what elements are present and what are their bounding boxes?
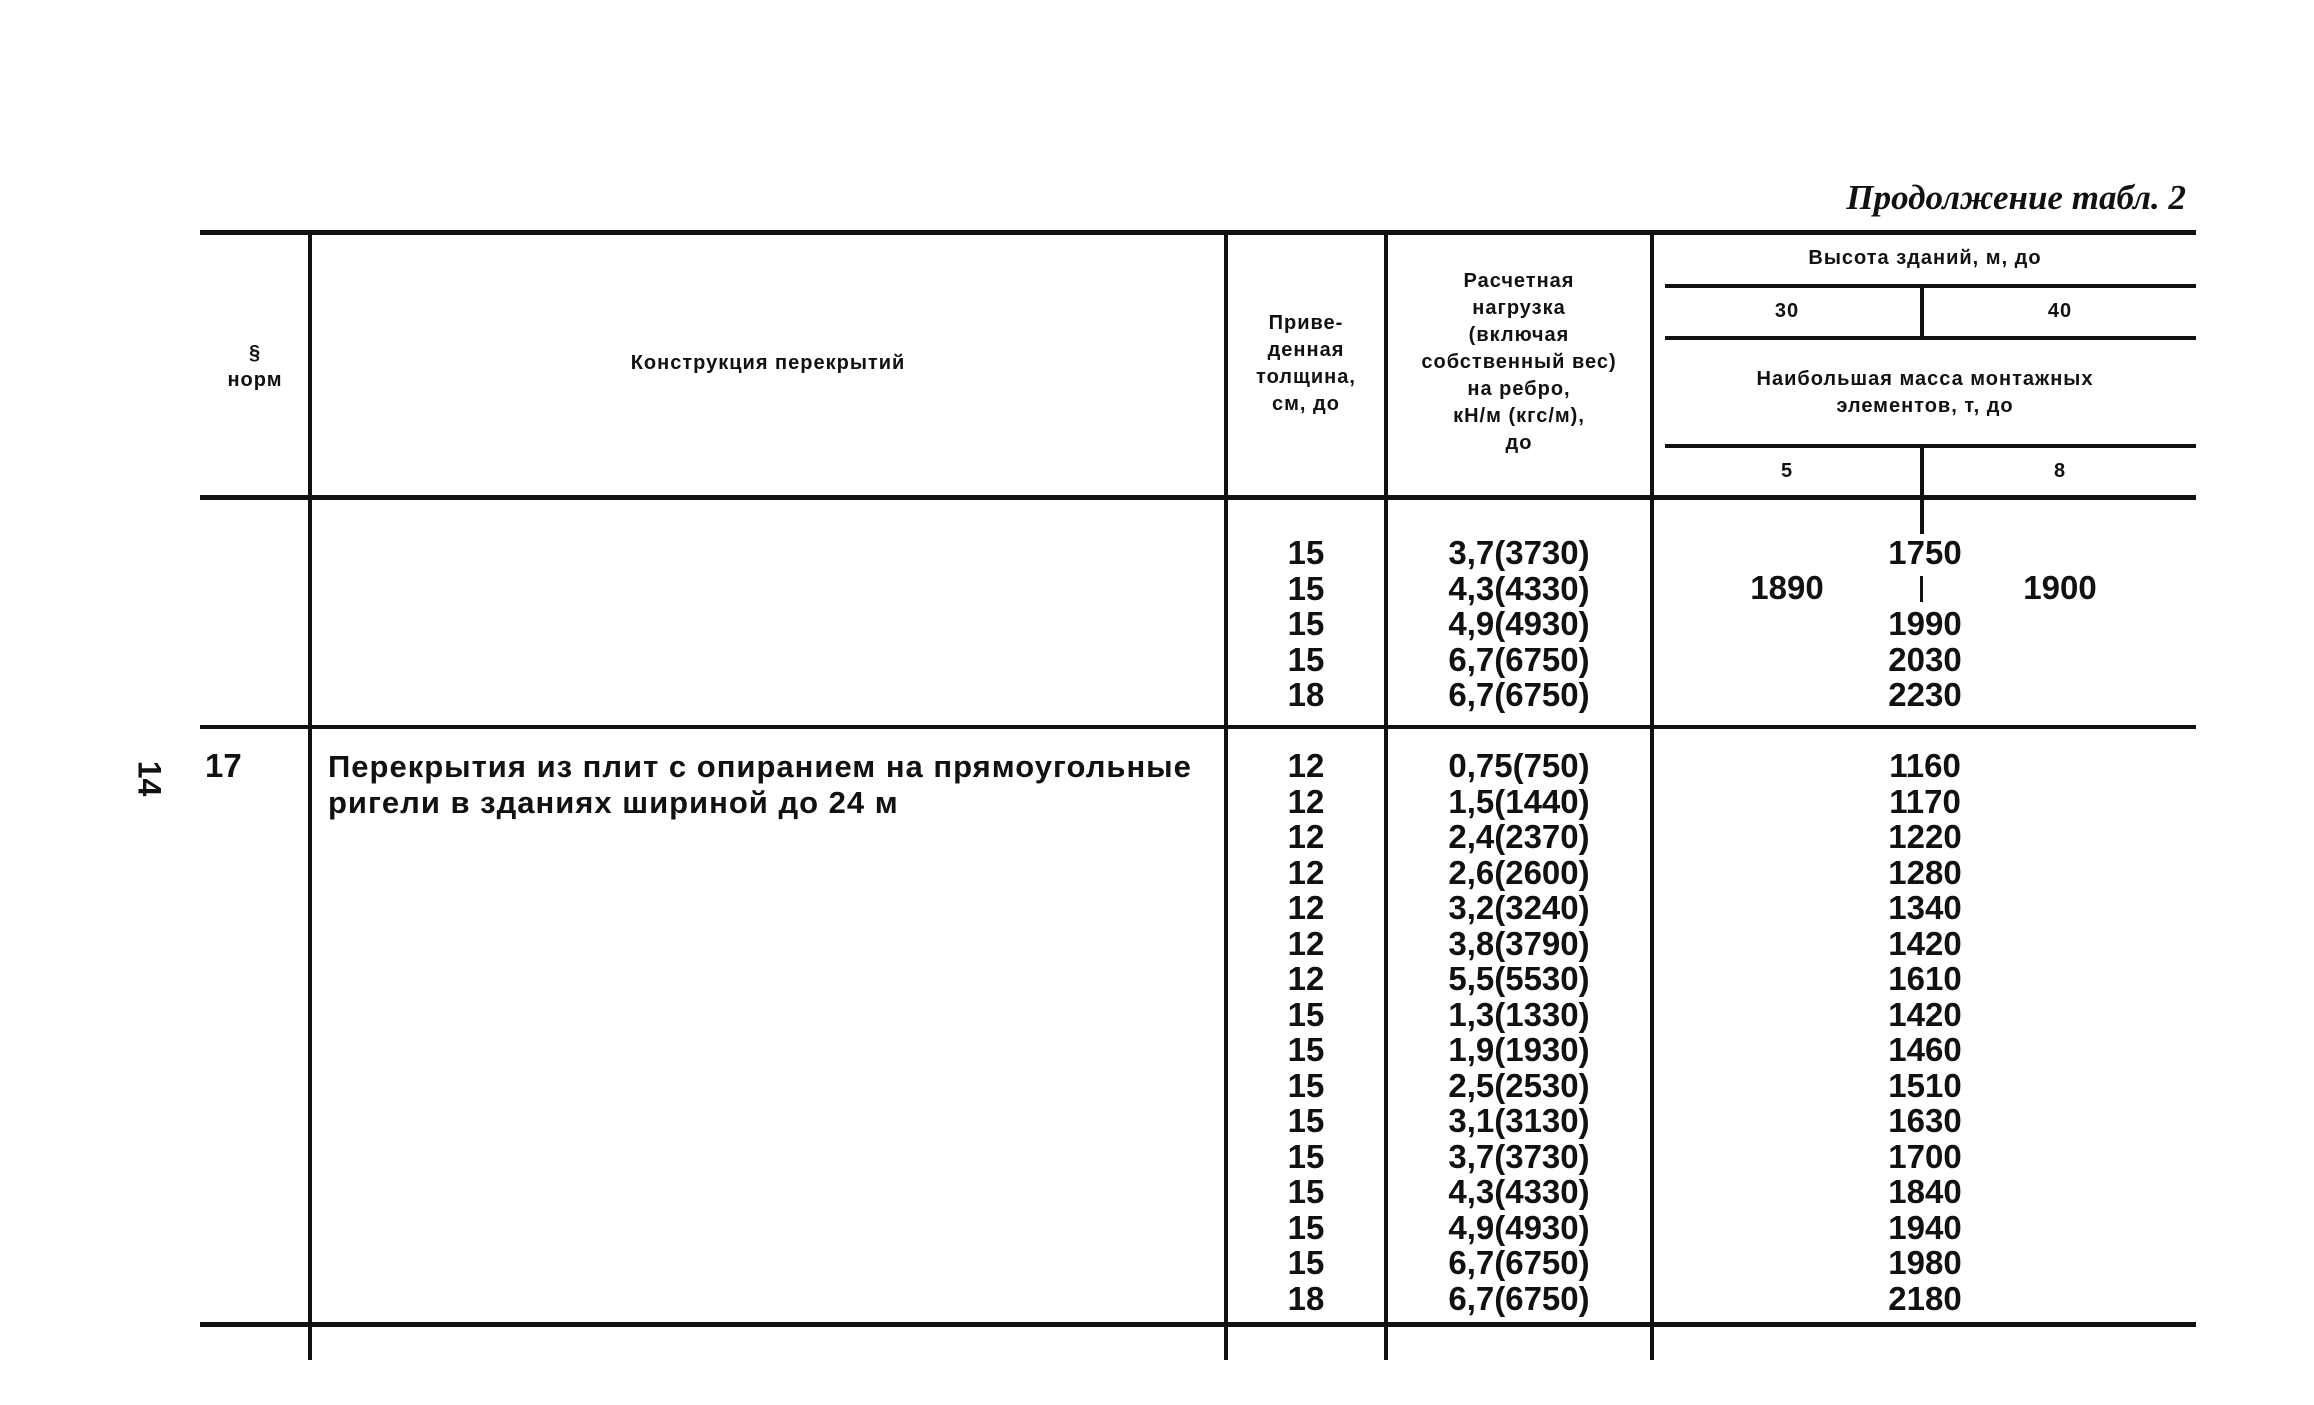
value-cell: 1460 — [1888, 1031, 1962, 1068]
load-cell: 3,8(3790) — [1448, 924, 1590, 962]
thickness-cell: 12 — [1287, 747, 1325, 784]
page-number: 14 — [131, 760, 168, 797]
value-cell: 1700 — [1888, 1137, 1962, 1175]
header-thickness: Приве- денная толщина, см, до — [1256, 312, 1356, 415]
header-norm: § норм — [227, 342, 283, 391]
load-cell: 4,3(4330) — [1448, 569, 1590, 607]
height-rule — [1665, 284, 2196, 288]
load-cell: 0,75(750) — [1448, 747, 1590, 784]
load-cell: 3,7(3730) — [1448, 534, 1590, 571]
thickness-cell: 15 — [1287, 1102, 1325, 1139]
thickness-cell: 12 — [1287, 889, 1325, 926]
load-cell: 3,7(3730) — [1448, 1137, 1590, 1175]
thickness-cell: 12 — [1287, 960, 1325, 997]
load-cell: 1,5(1440) — [1448, 782, 1590, 820]
section2-value-column — [1654, 748, 2196, 1316]
value-cell: 2030 — [1888, 640, 1962, 678]
table-caption: Продолжение табл. 2 — [1846, 178, 2186, 217]
thickness-cell: 15 — [1287, 995, 1325, 1033]
header-mass-8: 8 — [2053, 460, 2067, 482]
mass-rule — [1665, 444, 2196, 448]
header-height-30: 30 — [1774, 300, 1800, 322]
thickness-cell: 15 — [1287, 605, 1325, 642]
section1-thickness-column — [1228, 535, 1384, 713]
col-divider-1 — [308, 230, 312, 1360]
load-cell: 4,3(4330) — [1448, 1173, 1590, 1210]
value-cell: 1940 — [1888, 1208, 1962, 1246]
header-load: Расчетная нагрузка (включая собственный вес) на ребро, кН/м (кгс/м), до — [1421, 270, 1617, 454]
value-cell: 1280 — [1888, 853, 1962, 891]
table-top-rule — [200, 230, 2196, 235]
load-cell: 6,7(6750) — [1448, 640, 1590, 678]
value-cell: 1420 — [1888, 995, 1962, 1033]
load-cell: 3,2(3240) — [1448, 889, 1590, 926]
thickness-cell: 12 — [1287, 818, 1325, 855]
value-cell: 1840 — [1888, 1173, 1962, 1210]
section1-split-right: 1900 — [2023, 569, 2097, 606]
header-construction: Конструкция перекрытий — [630, 352, 906, 374]
value-cell: 1160 — [1889, 747, 1961, 784]
thickness-cell: 15 — [1287, 640, 1325, 678]
thickness-cell: 12 — [1287, 924, 1325, 962]
header-building-height: Высота зданий, м, до — [1808, 247, 2042, 269]
load-cell: 6,7(6750) — [1448, 1244, 1590, 1281]
value-cell: 1220 — [1888, 818, 1962, 855]
value-cell: 2230 — [1888, 676, 1962, 713]
height-values-rule — [1665, 336, 2196, 340]
value-cell: 1990 — [1888, 605, 1962, 642]
value-cell: 1750 — [1888, 534, 1962, 571]
section1-split-left: 1890 — [1750, 569, 1824, 606]
table-bottom-rule — [200, 1322, 2196, 1327]
load-cell: 1,3(1330) — [1448, 995, 1590, 1033]
load-cell: 4,9(4930) — [1448, 1208, 1590, 1246]
section1-load-column — [1388, 535, 1650, 713]
thickness-cell: 15 — [1287, 1208, 1325, 1246]
thickness-cell: 15 — [1287, 1173, 1325, 1210]
thickness-cell: 12 — [1287, 853, 1325, 891]
thickness-cell: 15 — [1287, 1137, 1325, 1175]
value-cell: 1630 — [1888, 1102, 1962, 1139]
header-height-40: 40 — [2047, 300, 2073, 322]
load-cell: 6,7(6750) — [1448, 676, 1590, 713]
load-cell: 1,9(1930) — [1448, 1031, 1590, 1068]
header-max-mass: Наибольшая масса монтажных элементов, т, до — [1756, 368, 2094, 417]
thickness-cell: 15 — [1287, 1066, 1325, 1104]
thickness-cell: 18 — [1287, 1279, 1325, 1317]
load-cell: 4,9(4930) — [1448, 605, 1590, 642]
section1-split-tick — [1920, 576, 1923, 602]
load-cell: 2,6(2600) — [1448, 853, 1590, 891]
thickness-cell: 15 — [1287, 569, 1325, 607]
value-cell: 1510 — [1888, 1066, 1962, 1104]
thickness-cell: 12 — [1287, 782, 1325, 820]
section2-construction: Перекрытия из плит с опиранием на прямоугольные ригели в зданиях шириной до 24 м — [328, 749, 1192, 820]
section-divider-rule — [200, 725, 2196, 729]
load-cell: 2,4(2370) — [1448, 818, 1590, 855]
value-cell: 2180 — [1888, 1279, 1962, 1317]
thickness-cell: 18 — [1287, 676, 1325, 713]
load-cell: 5,5(5530) — [1448, 960, 1590, 997]
load-cell: 3,1(3130) — [1448, 1102, 1590, 1139]
header-bottom-rule — [200, 495, 2196, 500]
thickness-cell: 15 — [1287, 1031, 1325, 1068]
section1-value-column — [1654, 535, 2196, 713]
value-cell: 1980 — [1888, 1244, 1962, 1281]
thickness-cell: 15 — [1287, 1244, 1325, 1281]
header-mass-5: 5 — [1780, 460, 1794, 482]
value-cell: 1420 — [1888, 924, 1962, 962]
value-cell: 1340 — [1888, 889, 1962, 926]
section2-norm: 17 — [205, 747, 242, 784]
load-cell: 6,7(6750) — [1448, 1279, 1590, 1317]
load-cell: 2,5(2530) — [1448, 1066, 1590, 1104]
value-cell: 1610 — [1888, 960, 1962, 997]
section2-load-column — [1388, 748, 1650, 1316]
thickness-cell: 15 — [1287, 534, 1325, 571]
value-cell: 1170 — [1889, 782, 1961, 820]
section2-thickness-column — [1228, 748, 1384, 1316]
